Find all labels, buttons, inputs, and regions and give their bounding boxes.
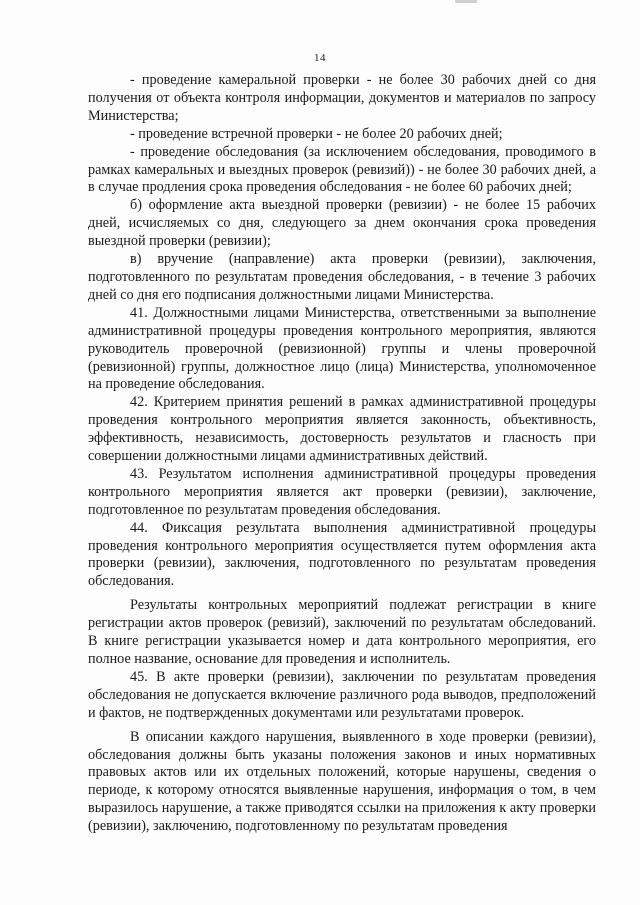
paragraph-violations: В описании каждого нарушения, выявленного в ходе проверки (ревизии), обследования должны быть указаны положения законов и иных нормативных правовых актов или их отдельных положений, которые нарушены, сведения о периоде, к которому относятся выявленные нарушения, информация о том, в чем выразилось нарушение, а также приводятся ссылки на приложения к акту проверки (ревизии), заключению, подготовленному по результатам проведения — [88, 728, 596, 835]
paragraph-survey: - проведение обследования (за исключением обследования, проводимого в рамках камеральных и выездных проверок (ревизий)) - не более 30 рабочих дней, а в случае продления срока проведения обследования - не более 60 рабочих дней; — [88, 143, 596, 196]
paragraph-counter-audit: - проведение встречной проверки - не более 20 рабочих дней; — [130, 125, 503, 142]
scan-artifact — [455, 0, 477, 3]
paragraph-41: 41. Должностными лицами Министерства, ответственными за выполнение административной процедуры проведения контрольного мероприятия, являются руководитель проверочной (ревизионной) группы и члены проверочной (ревизионной) группы, должностное лицо (лица) Министерства, уполномоченное на проведение обследования. — [88, 304, 596, 393]
paragraph-44: 44. Фиксация результата выполнения административной процедуры проведения контрольного мероприятия осуществляется путем оформления акта проверки (ревизии), заключения, подготовленного по результатам проведения обследования. — [88, 519, 596, 590]
paragraph-item-v: в) вручение (направление) акта проверки (ревизии), заключения, подготовленного по результатам проведения обследования, - в течение 3 рабочих дней со дня его подписания должностными лицами Министерства. — [88, 251, 596, 303]
page-number: 14 — [314, 52, 326, 64]
paragraph-45: 45. В акте проверки (ревизии), заключении по результатам проведения обследования не допускается включение различного рода выводов, предположений и фактов, не подтвержденных документами или результатами проверок. — [88, 668, 596, 721]
paragraph-registration: Результаты контрольных мероприятий подлежат регистрации в книге регистрации актов проверок (ревизий), заключений по результатам обследований. В книге регистрации указывается номер и дата контрольного мероприятия, его полное название, основание для проведения и исполнитель. — [88, 597, 596, 667]
paragraph-item-b: б) оформление акта выездной проверки (ревизии) - не более 15 рабочих дней, исчисляемых со дня, следующего за днем окончания срока проведения выездной проверки (ревизии); — [88, 197, 596, 250]
document-body — [88, 72, 596, 836]
paragraph-42: 42. Критерием принятия решений в рамках административной процедуры проведения контрольного мероприятия является законность, объективность, эффективность, независимость, достоверность результатов и гласность при совершении должностными лицами административных действий. — [88, 394, 596, 465]
paragraph-43: 43. Результатом исполнения административной процедуры проведения контрольного мероприятия является акт проверки (ревизии), заключение, подготовленное по результатам проведения обследования. — [88, 465, 596, 518]
paragraph-desk-audit: - проведение камеральной проверки - не более 30 рабочих дней со дня получения от объекта контроля информации, документов и материалов по запросу Министерства; — [88, 72, 596, 124]
